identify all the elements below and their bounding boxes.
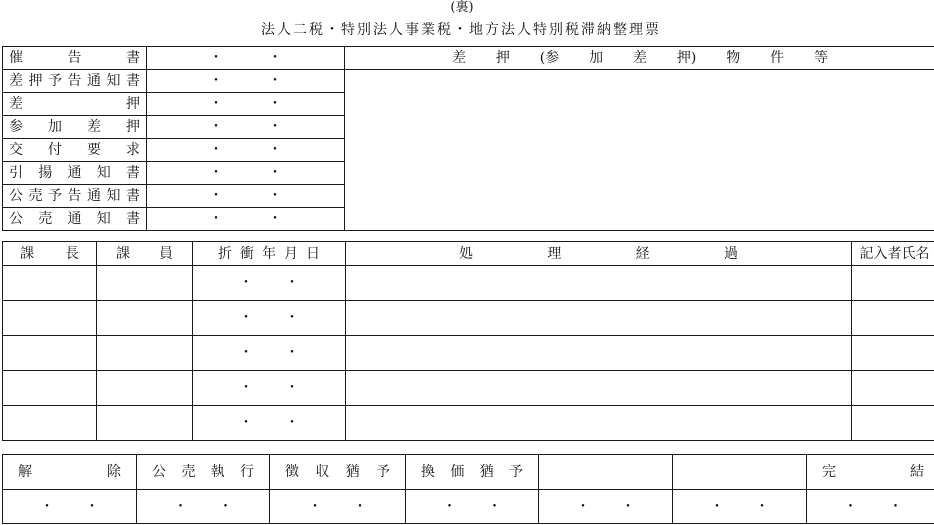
notice-label-cell [3, 116, 147, 139]
date-placeholder [807, 500, 934, 514]
blank-header-cell [673, 455, 807, 490]
date-placeholder [193, 276, 345, 290]
label-glyph: 引 [9, 165, 23, 181]
date-placeholder [147, 74, 344, 88]
label-glyph: 押 [495, 50, 510, 66]
date-dot: ・ [268, 142, 282, 158]
label-glyph: 書 [126, 165, 140, 181]
recorder-name-cell [852, 406, 934, 441]
notice-date-cell [147, 162, 345, 185]
label-glyph: 求 [126, 142, 140, 158]
progress-note-cell [346, 371, 852, 406]
notice-label-cell [3, 139, 147, 162]
negotiation-date-cell [193, 336, 346, 371]
conversion-grace-header [406, 465, 538, 479]
date-dot: ・ [576, 498, 590, 515]
notice-date-cell [147, 208, 345, 231]
label-glyph: 差 [632, 50, 647, 66]
date-dot: ・ [268, 119, 282, 135]
notice-label [3, 166, 146, 180]
label-glyph: 猶 [479, 464, 494, 480]
date-dot: ・ [209, 119, 223, 135]
label-glyph: 売 [38, 211, 53, 227]
date-placeholder [147, 120, 344, 134]
release-date-cell [3, 490, 137, 524]
label-glyph: 公 [152, 464, 166, 480]
recorder-name-cell [852, 336, 934, 371]
date-dot: ・ [239, 380, 253, 396]
date-dot: ・ [173, 498, 188, 515]
notice-row [3, 70, 934, 93]
label-glyph: 売 [28, 188, 43, 204]
label-glyph: 押 [126, 119, 140, 135]
notice-date-cell [147, 185, 345, 208]
notice-date-cell [147, 70, 345, 93]
label-glyph: 差 [87, 119, 101, 135]
date-dot: ・ [239, 415, 253, 431]
staff-header [97, 247, 192, 261]
label-glyph: 理 [547, 245, 562, 262]
label-glyph: 差 [9, 96, 23, 112]
blank-header-cell [539, 455, 673, 490]
date-dot: ・ [487, 498, 502, 515]
completion-header-cell [807, 455, 934, 490]
label-glyph: 件 [770, 50, 785, 66]
label-glyph: 過 [723, 245, 738, 262]
notice-row [3, 47, 934, 70]
collection-grace-header [270, 465, 405, 479]
label-glyph: 処 [459, 245, 473, 262]
label-glyph: 員 [159, 245, 173, 262]
date-placeholder [539, 500, 672, 514]
conversion-grace-header-cell [406, 455, 539, 490]
notice-label-cell [3, 162, 147, 185]
negotiation-date-cell [193, 301, 346, 336]
date-dot: ・ [239, 310, 253, 326]
label-glyph: 通 [67, 211, 82, 227]
label-glyph: 要 [87, 142, 101, 158]
label-glyph: 書 [126, 50, 140, 66]
progress-note-cell [346, 406, 852, 441]
recorder-name-cell [852, 301, 934, 336]
date-dot: ・ [268, 73, 282, 89]
label-glyph: 付 [48, 142, 62, 158]
date-dot: ・ [843, 498, 858, 515]
progress-note-cell [346, 301, 852, 336]
label-glyph: 公 [9, 188, 23, 204]
label-glyph: 解 [18, 464, 32, 480]
negotiation-row [3, 371, 934, 406]
date-dot: ・ [40, 498, 54, 515]
label-glyph: 年 [262, 245, 276, 262]
status-header-row [3, 455, 934, 490]
progress-note-cell [346, 336, 852, 371]
label-glyph: 参 [9, 119, 23, 135]
date-placeholder [193, 381, 345, 395]
public-sale-header-cell [137, 455, 270, 490]
label-glyph: 通 [67, 165, 82, 181]
date-placeholder [147, 143, 344, 157]
chief-signature-cell [3, 336, 97, 371]
label-glyph: 月 [284, 245, 298, 262]
label-glyph: 完 [822, 464, 836, 480]
date-placeholder [147, 166, 344, 180]
release-header [3, 465, 136, 479]
staff-signature-cell [97, 266, 193, 301]
date-dot: ・ [285, 415, 299, 431]
date-dot: ・ [218, 498, 233, 515]
date-dot: ・ [621, 498, 635, 515]
date-dot: ・ [285, 310, 299, 326]
property-list-area [345, 70, 934, 231]
negotiation-table [2, 241, 934, 441]
progress-note-cell [346, 266, 852, 301]
date-dot: ・ [209, 96, 223, 112]
date-dot: ・ [755, 498, 769, 515]
date-placeholder [147, 212, 344, 226]
label-glyph: 告 [67, 188, 82, 204]
date-dot: ・ [209, 73, 223, 89]
label-glyph: 執 [210, 464, 225, 480]
label-glyph: 公 [9, 211, 23, 227]
negotiation-date-header [193, 247, 345, 261]
notice-table [2, 46, 934, 231]
date-dot: ・ [353, 498, 367, 515]
label-glyph: 知 [96, 165, 111, 181]
notice-label-cell [3, 208, 147, 231]
label-glyph: (参 [539, 50, 560, 66]
progress-header-cell [346, 242, 852, 266]
label-glyph: 通 [87, 73, 101, 89]
date-dot: ・ [268, 188, 282, 204]
chief-signature-cell [3, 301, 97, 336]
label-glyph: 予 [48, 73, 62, 89]
negotiation-date-cell [193, 371, 346, 406]
date-dot: ・ [209, 211, 223, 227]
recorder-header: 記入者氏名 [859, 245, 930, 262]
date-dot: ・ [308, 498, 322, 515]
notice-date-cell [147, 116, 345, 139]
date-dot: ・ [85, 498, 99, 515]
staff-signature-cell [97, 371, 193, 406]
negotiation-row [3, 301, 934, 336]
negotiation-date-header-cell [193, 242, 346, 266]
label-glyph: 衝 [240, 245, 254, 262]
label-glyph: 等 [813, 50, 828, 66]
label-glyph: 告 [67, 50, 82, 66]
label-glyph: 書 [126, 73, 140, 89]
date-dot: ・ [888, 498, 903, 515]
label-glyph: 長 [65, 245, 79, 262]
notice-label [3, 120, 146, 134]
blank-date-cell [673, 490, 807, 524]
label-glyph: 折 [218, 245, 232, 262]
label-glyph: 書 [126, 188, 140, 204]
label-glyph: 告 [67, 73, 82, 89]
notice-label-cell [3, 47, 147, 70]
label-glyph: 加 [48, 119, 62, 135]
negotiation-row [3, 406, 934, 441]
conversion-grace-date-cell [406, 490, 539, 524]
label-glyph: 経 [635, 245, 650, 262]
label-glyph: 差 [452, 50, 466, 66]
label-glyph: 押 [126, 96, 140, 112]
status-table [2, 454, 934, 524]
date-placeholder [3, 500, 136, 514]
label-glyph: 日 [306, 245, 320, 262]
date-dot: ・ [209, 165, 223, 181]
label-glyph: 行 [239, 464, 254, 480]
date-placeholder [193, 416, 345, 430]
collection-grace-date-cell [270, 490, 406, 524]
date-dot: ・ [285, 345, 299, 361]
label-glyph: 除 [107, 464, 121, 480]
date-placeholder [137, 500, 269, 514]
label-glyph: 売 [181, 464, 196, 480]
reverse-side-label: (裏) [450, 0, 474, 15]
notice-label [3, 189, 146, 203]
collection-grace-header-cell [270, 455, 406, 490]
recorder-name-cell [852, 371, 934, 406]
label-glyph: 加 [589, 50, 604, 66]
label-glyph: 予 [508, 464, 523, 480]
notice-label [3, 97, 146, 111]
label-glyph: 交 [9, 142, 23, 158]
date-dot: ・ [268, 96, 282, 112]
notice-label [3, 143, 146, 157]
staff-header-cell [97, 242, 193, 266]
property-header [345, 51, 934, 65]
label-glyph: 予 [48, 188, 62, 204]
label-glyph: 通 [87, 188, 101, 204]
completion-header [807, 465, 934, 479]
label-glyph: 知 [106, 73, 121, 89]
date-dot: ・ [239, 275, 253, 291]
label-glyph: 価 [450, 464, 465, 480]
notice-date-cell [147, 47, 345, 70]
blank-date-cell [539, 490, 673, 524]
date-placeholder [406, 500, 538, 514]
public-sale-header [137, 465, 269, 479]
recorder-name-cell [852, 266, 934, 301]
release-header-cell [3, 455, 137, 490]
staff-signature-cell [97, 336, 193, 371]
negotiation-row [3, 336, 934, 371]
label-glyph: 催 [9, 50, 23, 66]
notice-label-cell [3, 70, 147, 93]
negotiation-date-cell [193, 406, 346, 441]
negotiation-header-row [3, 242, 934, 266]
label-glyph: 物 [726, 50, 741, 66]
date-dot: ・ [285, 275, 299, 291]
label-glyph: 知 [106, 188, 121, 204]
chief-signature-cell [3, 371, 97, 406]
date-placeholder [147, 51, 344, 65]
date-placeholder [673, 500, 806, 514]
label-glyph: 猶 [345, 464, 360, 480]
date-dot: ・ [268, 165, 282, 181]
status-date-row [3, 490, 934, 524]
notice-label-cell [3, 93, 147, 116]
notice-label [3, 51, 146, 65]
date-placeholder [147, 189, 344, 203]
negotiation-row [3, 266, 934, 301]
recorder-header-cell [852, 242, 934, 266]
label-glyph: 収 [315, 464, 330, 480]
label-glyph: 徴 [285, 464, 299, 480]
date-placeholder [270, 500, 405, 514]
public-sale-date-cell [137, 490, 270, 524]
completion-date-cell [807, 490, 934, 524]
label-glyph: 押) [676, 50, 697, 66]
label-glyph: 書 [126, 211, 140, 227]
notice-date-cell [147, 93, 345, 116]
progress-header [346, 247, 851, 261]
date-dot: ・ [268, 50, 282, 66]
label-glyph: 換 [421, 464, 435, 480]
date-dot: ・ [209, 142, 223, 158]
notice-label [3, 212, 146, 226]
label-glyph: 知 [96, 211, 111, 227]
label-glyph: 課 [116, 245, 130, 262]
date-placeholder [147, 97, 344, 111]
chief-header-cell [3, 242, 97, 266]
form-title: 法人二税・特別法人事業税・地方法人特別税滞納整理票 [261, 22, 661, 38]
date-placeholder [193, 311, 345, 325]
chief-signature-cell [3, 266, 97, 301]
label-glyph: 予 [375, 464, 390, 480]
date-dot: ・ [442, 498, 457, 515]
label-glyph: 差 [9, 73, 23, 89]
date-dot: ・ [710, 498, 724, 515]
date-dot: ・ [209, 50, 223, 66]
property-header-cell [345, 47, 934, 70]
chief-header [3, 247, 96, 261]
label-glyph: 課 [20, 245, 34, 262]
date-dot: ・ [209, 188, 223, 204]
date-dot: ・ [268, 211, 282, 227]
label-glyph: 結 [910, 464, 924, 480]
chief-signature-cell [3, 406, 97, 441]
negotiation-date-cell [193, 266, 346, 301]
label-glyph: 押 [28, 73, 43, 89]
notice-date-cell [147, 139, 345, 162]
notice-label [3, 74, 146, 88]
date-dot: ・ [285, 380, 299, 396]
notice-label-cell [3, 185, 147, 208]
date-placeholder [193, 346, 345, 360]
label-glyph: 揚 [38, 165, 53, 181]
staff-signature-cell [97, 406, 193, 441]
staff-signature-cell [97, 301, 193, 336]
date-dot: ・ [239, 345, 253, 361]
